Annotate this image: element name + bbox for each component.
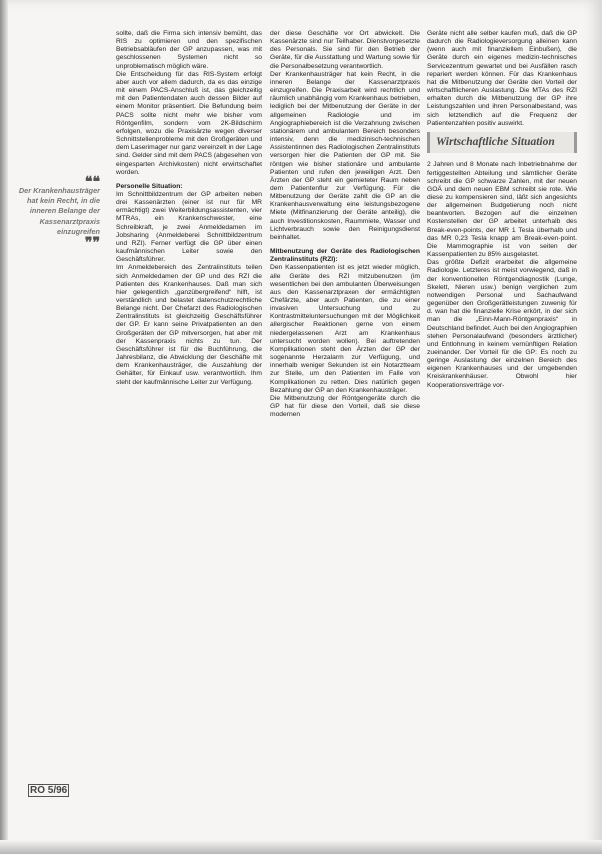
paragraph: der diese Geschäfte vor Ort abwickelt. Die Kassenärzte sind nur Teilhaber. Dienstvorgesetzte des Personals. Sie sind für den Betrieb der Geräte, für die Ausstattung und Wartung sowie für die Personalbesetzung verantwortlich. xyxy=(270,30,420,70)
section-heading: Mitbenutzung der Geräte des Radiologischen Zentralinstituts (RZI): xyxy=(270,248,420,264)
page-footer xyxy=(28,785,69,796)
pull-quote xyxy=(18,173,100,251)
page-binding-shadow xyxy=(0,0,8,854)
paragraph: Die Entscheidung für das RIS-System erfolgt aber auch vor allem dadurch, da es das einzige mit einem PACS-Anschluß ist, das gleichzeitig mit den Patientendaten auch dessen Bilder auf einem Monitor präsentiert. Die Befundung beim PACS sollte nicht mehr wie bisher vom Röntgenfilm, sondern vom 2K-Bildschirm erfolgen, wozu die Praxisärzte wegen diverser Schnittstellenprobleme mit den Großgeräten und dem Laserimager nur ganz vereinzelt in der Lage sind. Gelder sind mit dem PACS (abgesehen von eingesparten Archivkosten) nicht erwirtschaftet worden. xyxy=(116,70,262,176)
pull-quote-text: Der Krankenhausträger hat kein Recht, in die inneren Belange der Kassenarztpraxis einzugreifen xyxy=(18,186,100,236)
text-column-1 xyxy=(116,30,262,820)
text-column-2 xyxy=(270,30,420,838)
paragraph: Der Krankenhausträger hat kein Recht, in die inneren Belange der Kassenarztpraxis einzugreifen. Die Praxisarbeit wird rechtlich und räumlich unabhängig vom Krankenhaus betrieben, lediglich bei der Mitbenutzung der Geräte in der allgemeinen Radiologie und im Angiographiebereich ist die Verzahnung zwischen stationärem und ambulantem Bereich besonders intensiv, denn die medizinisch-technischen Assistentinnen des Radiologischen Zentralinstituts versorgen hier die Patienten der GP mit. Sie röntgen wie bisher stationäre und ambulante Patienten und rufen den jeweiligen Arzt. Den Ärzten der GP steht ein gemieteter Raum neben dem Patientenflur zur Verfügung. Für die Mitbenutzung der Geräte zahlt die GP an die Krankenhausverwaltung eine leistungsbezogene Miete (Mitfinanzierung der Geräte anteilig), die auch Investitionskosten, Raummiete, Wasser und Lichtverbrauch sowie den Reinigungsdienst beinhaltet. xyxy=(270,70,420,241)
quote-close-mark: ❞❞ xyxy=(84,234,100,251)
paragraph: sollte, daß die Firma sich intensiv bemüht, das RIS zu optimieren und den spezifischen Betriebsabläufen der GP anzupassen, was mit geschlossenen Systemen nicht so unproblematisch möglich wäre. xyxy=(116,30,262,70)
page-number: RÖ 5/96 xyxy=(30,785,68,796)
paragraph: Den Kassenpatienten ist es jetzt wieder möglich, alle Geräte des RZI mitzubenutzen (im wesentlichen bei den ambulanten Überweisungen aus den Kassenarztpraxen der ermächtigten Chefärzte, aber auch Patienten, die zu einer invasiven Untersuchung und zu Kontrastmitteluntersuchungen mit der Möglichkeit allergischer Reaktionen gerne von einem niedergelassenen Arzt am Krankenhaus untersucht worden wollen). Bei auftretenden Komplikationen steht den Ärzten der GP der sogenannte Herzalarm zur Verfügung, und innerhalb weniger Sekunden ist ein Notarztteam zur Stelle, um den Patienten im Falle von Komplikationen zu retten. Dies natürlich gegen Bezahlung der GP an den Krankenhausträger. xyxy=(270,264,420,394)
paragraph: Die Mitbenutzung der Röntgengeräte durch die GP hat für diese den Vorteil, daß sie diese modernen xyxy=(270,394,420,419)
section-heading: Personelle Situation: xyxy=(116,182,183,190)
paragraph: Das größte Defizit erarbeitet die allgemeine Radiologie. Letzteres ist meist vorwiegend, daß in der konventionellen Röntgendiagnostik (Lunge, Skelett, Nieren usw.) benign verglichen zum notwendigen Personal und Sachaufwand gegenüber den Großgerätleistungen zuwenig für d. wan hat die finanzielle Krise erkört, in der sich man die „Einn-Mann-Röntgenpraxis“ in Deutschland befindet. Auch bei den Angiographien stehen Personalaufwand (besonders ärztlicher) und Entlohnung in keinem vernünftigen Relation zueinander. Der Vorteil für die GP: Es noch zu geringe Auslastung der einzelnen Bereich des eigenen Krankenhauses und der umgebenden Kreiskrankenhäuser. Obwohl hier Kooperationsverträge vor- xyxy=(427,259,577,389)
quote-open-mark: ❝❝ xyxy=(84,173,100,189)
section-title-box xyxy=(427,132,577,154)
paragraph: Geräte nicht alle selber kaufen muß, daß die GP dadurch die Radiologieversorgung alleinen kann (wenn auch mit finanziellem Einbußen), die Geräte durch ein eigenes medizin-technisches Servicezentrum gewartet und bei Ausfällen rasch repariert werden können. Für das Krankenhaus hat die Mitbenutzung der Geräte den Vorteil der wirtschaftlicheren Auslastung. Die MTAs des RZI erhalten durch die Mitbenutzung der GP ihre Leistungszahlen und ihren Personalbestand, was sich letztendlich auf die Frequenz der Patientenzahlen positiv auswirkt. xyxy=(427,30,577,127)
text-column-3 xyxy=(427,30,577,838)
paragraph: Im Anmeldebereich des Zentralinstituts teilen sich Anmeldedamen der GP und des RZI die Patienten des Krankenhauses. Daß man sich hier gelegentlich „ganzübergreifend“ hilft, ist verständlich und belastet datenschutzrechtliche Belange nicht. Der Chefarzt des Radiologischen Zentralinstituts ist gleichzeitig Geschäftsführer der GP. Er kann seine Privatpatienten an den Großgeräten der GP mitversorgen, hat aber mit der Kassenpraxis nichts zu tun. Der Geschäftsführer ist für die Buchführung, die Jahresbilanz, die Abwicklung der Geschäfte mit dem Krankenhausträger, die Auszahlung der Gehälter, für Einkauf usw. verantwortlich. Ihm steht der kaufmännische Leiter zur Verfügung. xyxy=(116,264,262,386)
paragraph: Im Schnittbildzentrum der GP arbeiten neben drei Kassenärzten (einer ist nur für MR ermächtigt) zwei Weiterbildungsassistenten, vier MTRAs, ein Krankenschwester, eine Schreibkraft, je zwei Anmeldedamen im Jobsharing (Anmeldeberei Schnittbildzentrum und RZI). Ferner verfügt die GP über einen kaufmännischen Leiter sowie den Geschäftsführer. xyxy=(116,190,262,264)
page-bottom-shadow xyxy=(0,840,602,854)
paragraph: 2 Jahren und 8 Monate nach Inbetriebnahme der fertiggestellten Abteilung und sämtlicher Geräte schreibt die GP schwarze Zahlen, mit der neuen GOÄ und dem neuen EBM schreibt sie rote. Wie diese zu kompensieren sind, läßt sich angesichts der allgemeinen Budgetierung noch nicht beantworten. Bezogen auf die einzelnen Kostenstellen der GP arbeitet unterhalb des Break-even-points, der MR 1 Tesla überhalb und das MR 0,23 Tesla knapp am Break-even-point. Die Mammographie ist von seiten der Kassenpatienten zu 85% ausgelastet. xyxy=(427,161,577,259)
section-title: Wirtschaftliche Situation xyxy=(436,135,555,148)
